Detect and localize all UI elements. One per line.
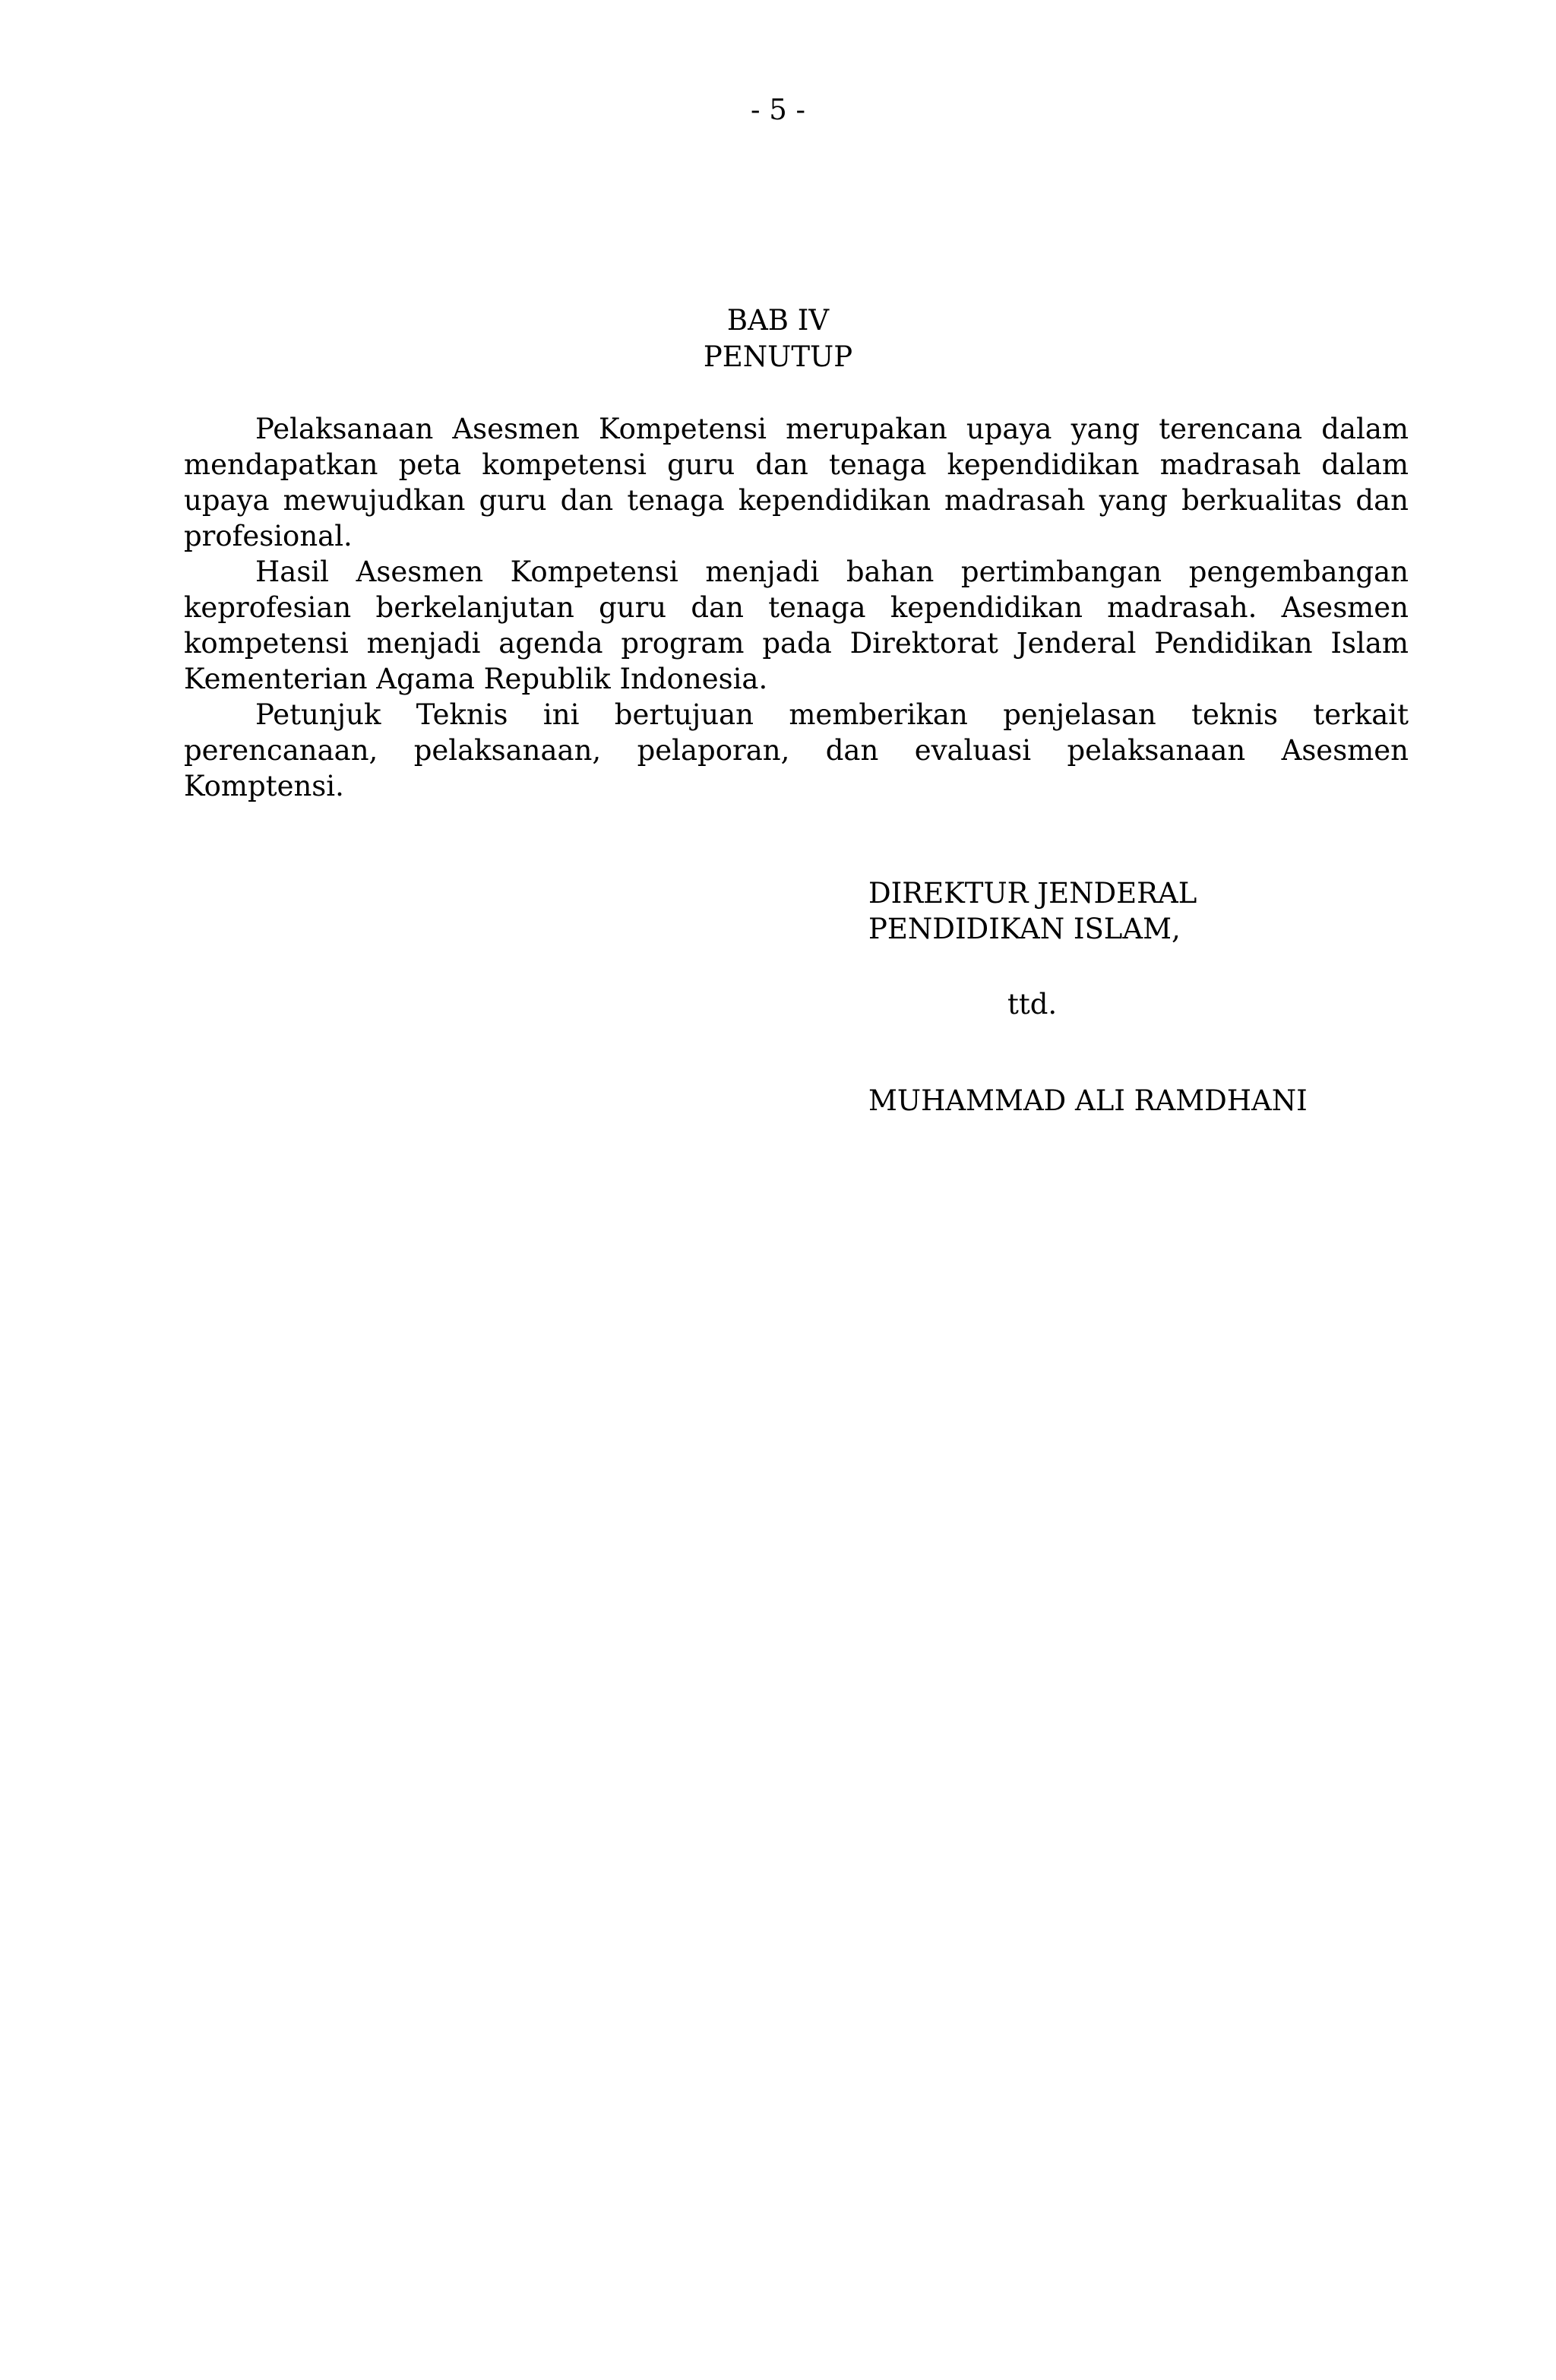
closing-text xyxy=(184,411,1409,804)
paragraph-2: Hasil Asesmen Kompetensi menjadi bahan pertimbangan pengembangan keprofesian berkelanjutan guru dan tenaga kependidikan madrasah. Asesmen kompetensi menjadi agenda program pada Direktorat Jenderal Pendidikan Islam Kementerian Agama Republik Indonesia. xyxy=(184,555,1409,695)
chapter-heading xyxy=(0,302,1556,375)
chapter-label: BAB IV xyxy=(726,304,830,337)
signed-mark: ttd. xyxy=(1007,988,1058,1021)
signatory-position-line-2: PENDIDIKAN ISLAM, xyxy=(868,913,1181,945)
paragraph-1: Pelaksanaan Asesmen Kompetensi merupakan upaya yang terencana dalam mendapatkan peta kompetensi guru dan tenaga kependidikan madrasah dalam upaya mewujudkan guru dan tenaga kependidikan madrasah yang berkualitas dan profesional. xyxy=(184,413,1409,552)
page-number: - 5 - xyxy=(750,93,806,126)
signature-block xyxy=(868,875,1446,1119)
signatory-name: MUHAMMAD ALI RAMDHANI xyxy=(868,1084,1308,1117)
paragraph-3: Petunjuk Teknis ini bertujuan memberikan penjelasan teknis terkait perencanaan, pelaksanaan, pelaporan, dan evaluasi pelaksanaan Asesmen Komptensi. xyxy=(184,698,1409,802)
chapter-title: PENUTUP xyxy=(703,340,853,373)
signatory-position-line-1: DIREKTUR JENDERAL xyxy=(868,877,1197,910)
